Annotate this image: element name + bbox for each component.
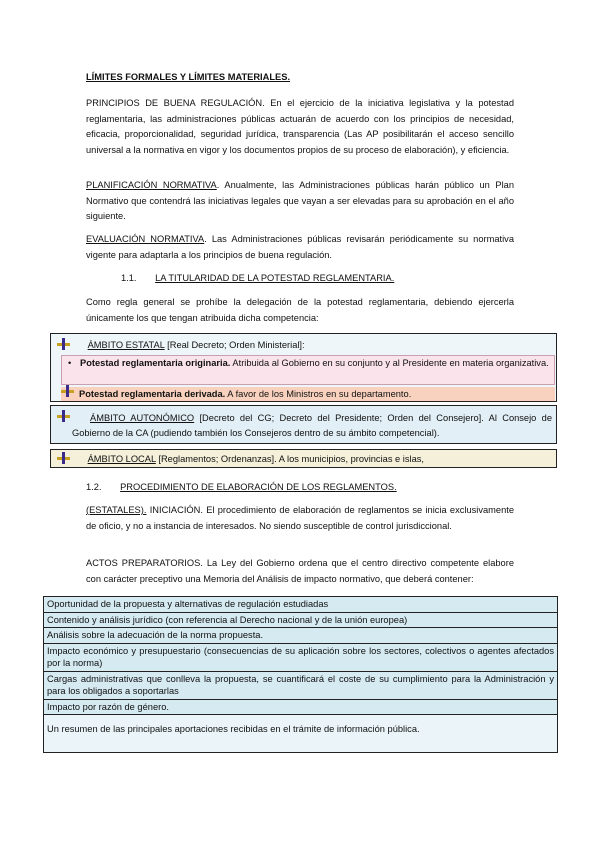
principios-text: . En el ejercicio de la iniciativa legislativa y la potestad reglamentaria, las administraciones públicas actuarán de acuerdo con los principios de necesidad, eficacia, proporcionalidad, seguridad jurídica, transparencia (Las AP posibilitarán el acceso sencillo universal a la normativa en vigor y los documentos propios de su proceso de elaboración), y eficiencia. bbox=[86, 98, 514, 155]
regla-general-paragraph: Como regla general se prohíbe la delegación de la potestad reglamentaria, debiendo ejercerla únicamente los que tengan atribuida dicha competencia: bbox=[86, 297, 514, 323]
evaluacion-paragraph bbox=[86, 232, 514, 263]
ambito-estatal-title: ÁMBITO ESTATAL bbox=[87, 340, 165, 350]
table-row: Impacto por razón de género. bbox=[44, 700, 557, 716]
derivada-title: Potestad reglamentaria derivada. bbox=[79, 389, 226, 399]
iniciacion-tag: (ESTATALES). bbox=[86, 505, 147, 515]
actos-paragraph: ACTOS PREPARATORIOS. La Ley del Gobierno ordena que el centro directivo competente elabore con carácter preceptivo una Memoria del Análisis de impacto normativo, que deberá contener: bbox=[86, 558, 514, 584]
section-1-1-title: LA TITULARIDAD DE LA POTESTAD REGLAMENTARIA. bbox=[155, 273, 395, 283]
table-row: Cargas administrativas que conlleva la propuesta, se cuantificará el coste de su cumplimiento para la Administración y para los obligados a soportarlas bbox=[44, 672, 557, 700]
ambito-autonomico-text: [Decreto del CG; Decreto del Presidente; Orden del Consejero]. Al Consejo de Gobierno de la CA (pudiendo también los Consejeros dentro de su ámbito competencial). bbox=[72, 413, 553, 438]
section-1-2-heading bbox=[86, 480, 397, 494]
section-1-2-title: PROCEDIMIENTO DE ELABORACIÓN DE LOS REGLAMENTOS. bbox=[120, 482, 397, 492]
evaluacion-title: EVALUACIÓN NORMATIVA bbox=[86, 234, 205, 244]
section-1-1-number: 1.1. bbox=[121, 273, 137, 283]
planificacion-title: PLANIFICACIÓN NORMATIVA bbox=[86, 180, 217, 190]
evaluacion-text: . Las Administraciones públicas revisarán periódicamente su normativa vigente para adaptarla a los principios de buena regulación. bbox=[86, 234, 514, 260]
bullet-dot-icon: • bbox=[68, 358, 72, 368]
planificacion-paragraph bbox=[86, 178, 514, 225]
iniciacion-text: INICIACIÓN. El procedimiento de elaboración de reglamentos se inicia exclusivamente de oficio, y no a instancia de interesados. No siendo susceptible de control jurisdiccional. bbox=[86, 505, 514, 531]
memoria-table bbox=[43, 596, 558, 753]
ambito-local-box bbox=[50, 449, 557, 468]
ambito-estatal-detail: [Real Decreto; Orden Ministerial]: bbox=[164, 340, 305, 350]
ambito-autonomico-title: ÁMBITO AUTONÓMICO bbox=[90, 413, 195, 423]
planificacion-text: . Anualmente, las Administraciones públicas harán público un Plan Normativo que contendrá las iniciativas legales que vayan a ser elevadas para su aprobación en el año siguiente. bbox=[86, 180, 514, 221]
derivada-item bbox=[61, 387, 555, 401]
principios-paragraph bbox=[86, 96, 514, 158]
ambito-local-title: ÁMBITO LOCAL bbox=[87, 454, 156, 464]
originaria-text: Atribuida al Gobierno en su conjunto y al Presidente en materia organizativa. bbox=[230, 358, 549, 368]
ambito-estatal-header bbox=[57, 338, 305, 352]
principios-title: PRINCIPIOS DE BUENA REGULACIÓN bbox=[86, 98, 263, 108]
ambito-estatal-box bbox=[50, 333, 557, 402]
iniciacion-paragraph bbox=[86, 503, 514, 534]
table-row: Análisis sobre la adecuación de la norma propuesta. bbox=[44, 628, 557, 644]
table-row: Contenido y análisis jurídico (con referencia al Derecho nacional y de la unión europea) bbox=[44, 613, 557, 629]
ambito-local-text: [Reglamentos; Ordenanzas]. A los municipios, provincias e islas, bbox=[155, 454, 424, 464]
ambito-autonomico-box bbox=[50, 405, 557, 444]
section-1-1-heading bbox=[121, 271, 394, 285]
derivada-text: A favor de los Ministros en su departamento. bbox=[225, 389, 412, 399]
table-row: Impacto económico y presupuestario (consecuencias de su aplicación sobre los sectores, colectivos o agentes afectados por la norma) bbox=[44, 644, 557, 672]
cross-bullet-icon bbox=[57, 452, 71, 464]
originaria-item bbox=[61, 355, 555, 385]
cross-bullet-icon bbox=[57, 338, 71, 350]
table-row: Un resumen de las principales aportaciones recibidas en el trámite de información pública. bbox=[44, 715, 557, 752]
cross-bullet-icon bbox=[61, 385, 75, 397]
page-title: LÍMITES FORMALES Y LÍMITES MATERIALES. bbox=[86, 72, 291, 82]
originaria-title: Potestad reglamentaria originaria. bbox=[80, 358, 231, 368]
cross-bullet-icon bbox=[57, 410, 71, 422]
table-row: Oportunidad de la propuesta y alternativas de regulación estudiadas bbox=[44, 597, 557, 613]
section-1-2-number: 1.2. bbox=[86, 482, 102, 492]
